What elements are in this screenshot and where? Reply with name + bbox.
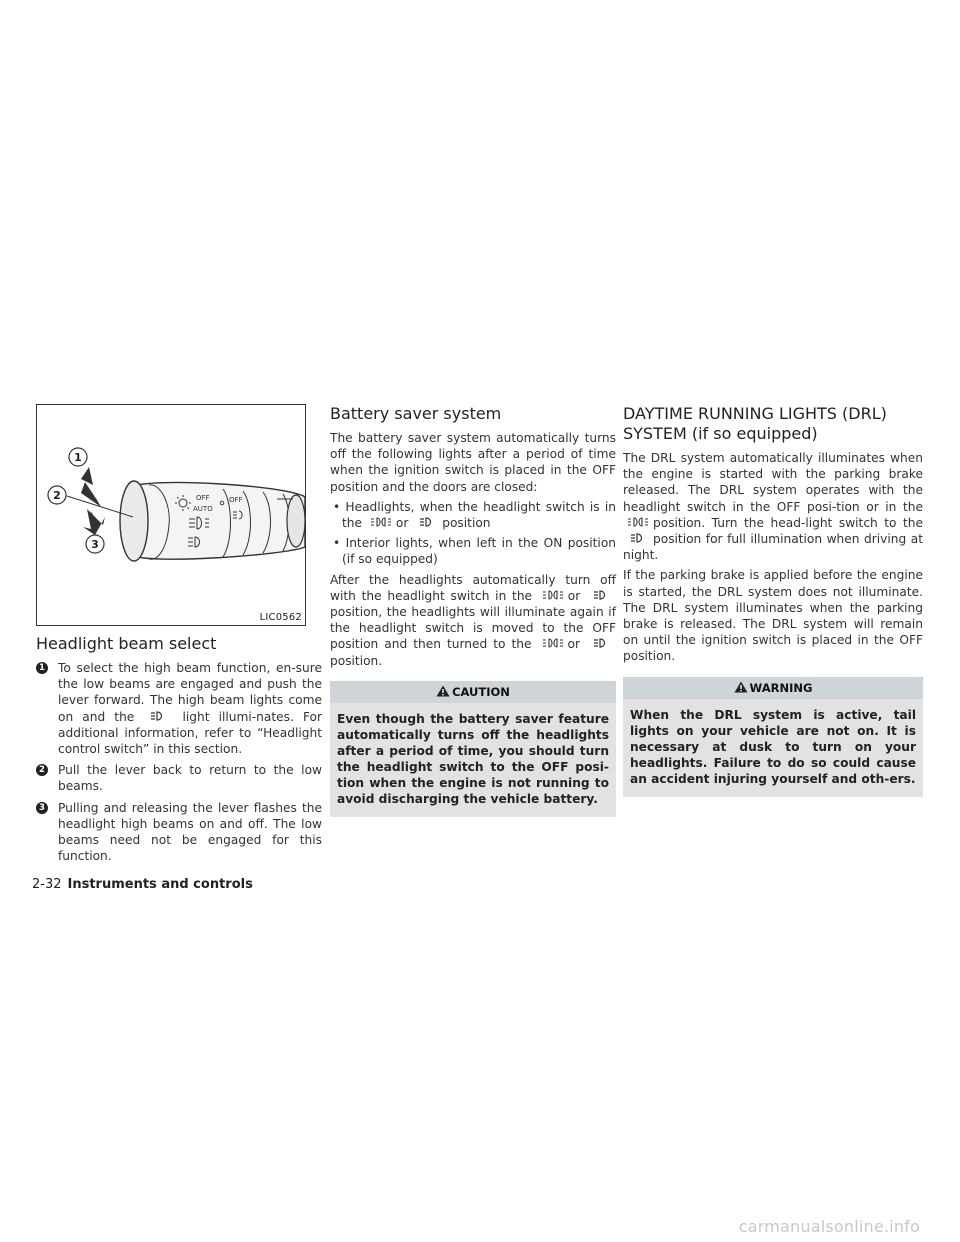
warning-text: When the DRL system is active, tail lights on your vehicle are not on. It is necessary at dusk to turn on your headlights. Failure to do so could cause an accident injuring yourself and oth-ers. [630,707,916,786]
side-light-icon [542,638,564,648]
after-end: position. [330,653,383,668]
item-number: 3 [36,802,48,814]
caution-text: Even though the battery saver feature automatically turns off the headlights after a period of time, you should turn the headlight switch to the OFF posi-tion when the engine is not running to avoid discharging the vehicle battery. [337,711,609,806]
warning-box [623,677,923,797]
after-text: After the headlights automatically turn off with the headlight switch in the [330,572,616,603]
drl-paragraph-2: If the parking brake is applied before the engine is started, the DRL system does not illuminate. The DRL system illuminates when the parking brake is released. The DRL system will remain on until the ignition switch is placed in the OFF position. [623,568,923,664]
switch-label-off2: OFF [229,496,243,504]
warning-title: WARNING [749,680,813,695]
headlight-icon [590,590,612,600]
heading-battery-saver: Battery saver system [330,404,502,423]
drl-text-mid: position. Turn the head-light switch to the [653,515,923,530]
item-text: To select the high beam function, en-sure the low beams are engaged and push the lever forward. The high beam lights come on and the [58,661,322,724]
after-or2: or [567,637,580,652]
list-item [36,660,322,757]
battery-saver-after [330,572,616,669]
list-item [36,762,322,794]
warning-header [623,677,923,699]
bullet-headlights [330,499,616,531]
caution-title: CAUTION [452,684,510,699]
callout-2: 2 [53,489,61,502]
after-or: or [567,588,581,603]
headlight-icon [627,533,649,543]
warning-triangle-icon [734,678,748,690]
heading-drl: DAYTIME RUNNING LIGHTS (DRL) SYSTEM (if so equipped) [623,404,887,443]
headlight-lever-illustration [37,405,307,627]
headlight-icon [147,711,169,721]
headlight-icon [416,517,438,527]
item-text-cont: light illumi-nates. For additional information, refer to “Headlight control switch” in this section. [58,709,323,757]
item-number: 1 [36,662,48,674]
caution-box [330,681,616,817]
callout-1: 1 [74,451,82,464]
watermark: carmanualsonline.info [738,1217,920,1236]
page-footer [32,877,253,892]
drl-paragraph-1 [623,450,923,563]
headlight-lever-figure [36,404,306,626]
switch-label-off1: OFF [196,494,210,502]
callout-3: 3 [91,538,99,551]
side-light-icon [370,517,392,527]
battery-saver-intro: The battery saver system automatically turns off the following lights after a period of time when the ignition switch is placed in the OFF position and the doors are closed: [330,431,616,494]
side-light-icon [542,590,564,600]
bullet-text: • Headlights, when the headlight switch is in the [333,499,616,531]
bullet-interior-lights: • Interior lights, when left in the ON position (if so equipped) [333,536,616,567]
drl-text: The DRL system automatically illuminates when the engine is started with the parking brake released. The DRL system operates with the headlight switch in the OFF posi-tion or in the [623,451,923,514]
column-left [36,404,322,869]
item-text: Pull the lever back to return to the low beams. [58,763,322,794]
figure-code: LIC0562 [259,612,302,623]
page-number: 2-32 [32,877,62,892]
side-light-icon [627,517,649,527]
chapter-title: Instruments and controls [67,877,253,892]
bullet-text-end: position [442,516,491,531]
column-right [623,404,923,797]
drl-text-end: position for full illumination when driving at night. [623,532,923,563]
list-item [36,800,322,865]
bullet-or: or [395,516,409,531]
item-text: Pulling and releasing the lever flashes the headlight high beams on and off. The low beams need not be engaged for this function. [58,800,322,864]
heading-headlight-beam-select: Headlight beam select [36,634,217,653]
after-text-cont: position, the headlights will illuminate again if the headlight switch is moved to the OFF position and then turned to the [330,605,616,652]
headlight-icon [590,638,612,648]
switch-label-auto: AUTO [193,505,213,513]
column-middle [330,404,616,817]
item-number: 2 [36,764,48,776]
warning-triangle-icon [436,682,450,694]
caution-header [330,681,616,703]
